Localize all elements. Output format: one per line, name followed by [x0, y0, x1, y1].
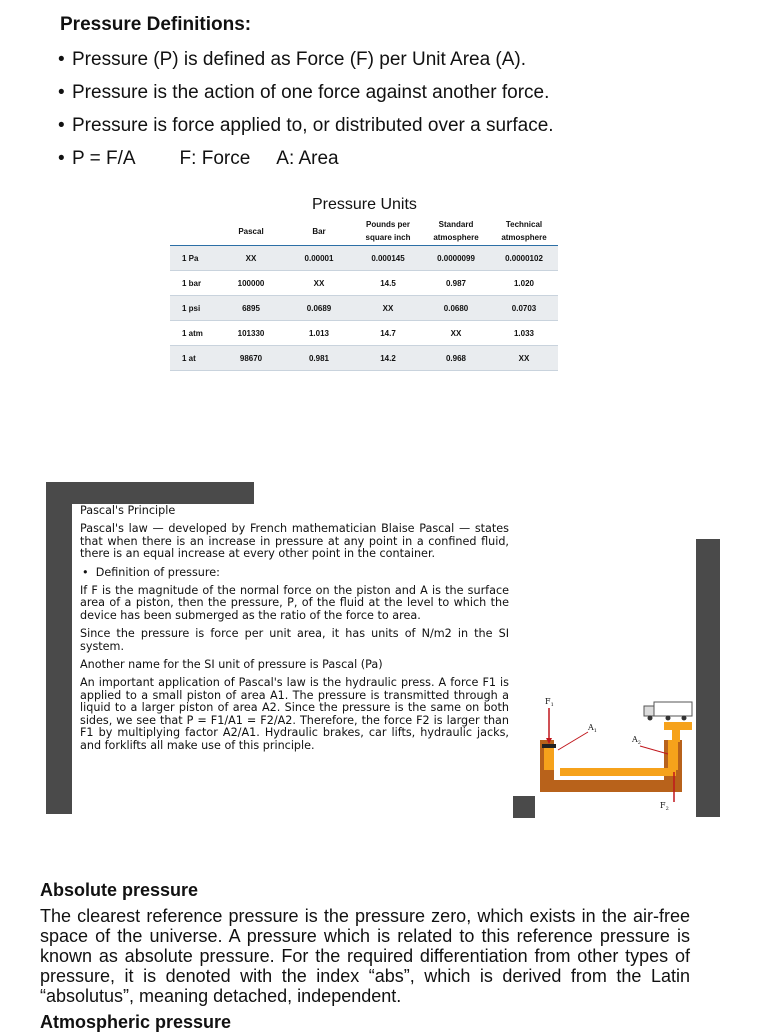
formula-area: A: Area [276, 148, 339, 169]
table-row [170, 296, 558, 321]
table-header [170, 217, 218, 246]
table-cell: 100000 [218, 271, 284, 296]
table-cell: 0.981 [284, 346, 354, 371]
table-cell: 1.013 [284, 321, 354, 346]
formula-equation: P = F/A [72, 148, 136, 169]
units-table-title: Pressure Units [312, 196, 417, 213]
table-cell: 0.0689 [284, 296, 354, 321]
box-top-frame [46, 482, 254, 504]
table-cell: XX [490, 346, 558, 371]
table-cell: 1.033 [490, 321, 558, 346]
table-cell: 98670 [218, 346, 284, 371]
table-cell: XX [354, 296, 422, 321]
large-piston-fluid [668, 740, 678, 770]
table-cell: 101330 [218, 321, 284, 346]
table-cell: 1 bar [170, 271, 218, 296]
definition-item: • Pressure (P) is defined as Force (F) per Unit Area (A). [58, 49, 527, 70]
label-a1: $A_1$ [588, 723, 597, 734]
small-piston [542, 744, 556, 748]
pascal-paragraph: Pascal's law — developed by French mathematician Blaise Pascal — states that when there is an increase in pressure at any point in a confined fluid, there is an equal increase at every other point in the container. [80, 522, 509, 561]
table-cell: 1.020 [490, 271, 558, 296]
table-cell: 14.5 [354, 271, 422, 296]
table-cell: 0.00001 [284, 246, 354, 271]
table-cell: 1 Pa [170, 246, 218, 271]
table-cell: 0.0000099 [422, 246, 490, 271]
table-header-row [170, 217, 558, 246]
label-f2: $F_2$ [660, 801, 669, 812]
formula-force: F: Force [179, 148, 251, 169]
absolute-pressure-body: The clearest reference pressure is the pressure zero, which exists in the air-free space of the universe. A pressure which is related to this reference pressure is known as absolute pressure. For the required differentiation from other types of pressure, it is denoted with the index “abs”, which is derived from the Latin “absolutus”, meaning detached, independent. [40, 906, 690, 1006]
table-cell: 0.0000102 [490, 246, 558, 271]
table-cell: 1 at [170, 346, 218, 371]
table-cell: 1 psi [170, 296, 218, 321]
pascal-bullet: • Definition of pressure: [82, 565, 220, 579]
definition-item: • Pressure is force applied to, or distributed over a surface. [58, 115, 554, 136]
pascal-paragraph: An important application of Pascal's law is the hydraulic press. A force F1 is applied to a small piston of area A1. The pressure is transmitted through a liquid to a larger piston of area A2. Since the pressure is the same on both sides, we see that P = F1/A1 = F2/A2. Therefore, the force F2 is larger than F1 by multiplying factor A2/A1. Hydraulic brakes, car lifts, hydraulic jacks, and forklifts all make use of this principle. [80, 676, 509, 752]
table-row [170, 246, 558, 271]
truck-icon [644, 702, 692, 721]
table-cell: 0.0703 [490, 296, 558, 321]
pascal-title: Pascal's Principle [80, 504, 176, 517]
small-piston-fluid [544, 748, 554, 770]
definitions-title: Pressure Definitions: [60, 14, 252, 35]
hydraulic-press-diagram [536, 694, 696, 818]
table-cell: 6895 [218, 296, 284, 321]
label-a2: $A_2$ [632, 735, 641, 746]
box-left-frame [46, 482, 72, 814]
fluid-channel [560, 768, 676, 776]
table-cell: 1 atm [170, 321, 218, 346]
table-cell: 0.0680 [422, 296, 490, 321]
large-piston-column [672, 728, 680, 742]
definition-item: • Pressure is the action of one force against another force. [58, 82, 550, 103]
table-cell: XX [218, 246, 284, 271]
pascal-paragraph: If F is the magnitude of the normal force on the piston and A is the surface area of a piston, then the pressure, P, of the fluid at the level to which the device has been submerged as the ratio of the force to area. [80, 584, 509, 622]
table-header: Pascal [218, 217, 284, 246]
lift-platform [664, 722, 692, 730]
table-cell: 14.2 [354, 346, 422, 371]
pascal-paragraph: Since the pressure is force per unit area, it has units of N/m2 in the SI system. [80, 627, 509, 653]
area-a1-pointer [558, 732, 588, 750]
table-header: Technical atmosphere [490, 217, 558, 246]
decorative-square [513, 796, 535, 818]
next-section-heading: Atmospheric pressure [40, 1012, 232, 1032]
table-cell: 0.000145 [354, 246, 422, 271]
table-row [170, 346, 558, 371]
definitions-list [58, 46, 554, 178]
table-cell: XX [284, 271, 354, 296]
table-header: Pounds per square inch [354, 217, 422, 246]
formula-item: • P = F/A F: Force A: Area [58, 148, 339, 169]
pascal-principle-text [80, 505, 509, 758]
table-row [170, 321, 558, 346]
label-f1: $F_1$ [545, 697, 554, 708]
absolute-pressure-title: Absolute pressure [40, 880, 199, 900]
table-header: Bar [284, 217, 354, 246]
table-cell: 0.968 [422, 346, 490, 371]
right-frame-bar [696, 539, 720, 817]
pascal-paragraph: Another name for the SI unit of pressure is Pascal (Pa) [80, 658, 383, 672]
table-cell: 14.7 [354, 321, 422, 346]
table-header: Standard atmosphere [422, 217, 490, 246]
area-a2-pointer [640, 746, 668, 754]
table-row [170, 271, 558, 296]
table-cell: 0.987 [422, 271, 490, 296]
pressure-units-table [170, 217, 558, 371]
table-cell: XX [422, 321, 490, 346]
